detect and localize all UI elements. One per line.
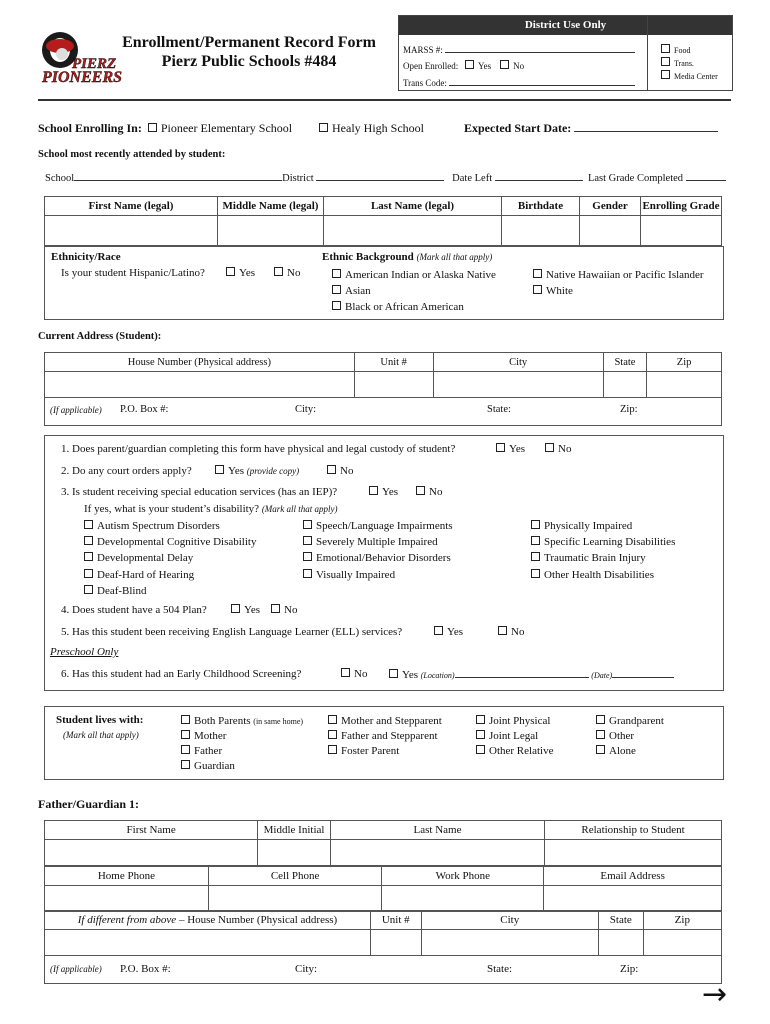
father-stepparent-option[interactable]: Father and Stepparent bbox=[328, 729, 442, 744]
ethnic-options-col1 bbox=[332, 267, 496, 315]
ethnic-options-col2 bbox=[533, 267, 704, 299]
form-title bbox=[118, 33, 380, 71]
open-enrolled-no-checkbox[interactable] bbox=[500, 60, 509, 69]
date-left-line[interactable] bbox=[495, 171, 583, 181]
first-name-header: First Name (legal) bbox=[45, 197, 218, 216]
other-health-option[interactable]: Other Health Disabilities bbox=[531, 567, 675, 583]
birthdate-header: Birthdate bbox=[502, 197, 580, 216]
hispanic-no-option: No bbox=[274, 267, 300, 279]
home-phone-header: Home Phone bbox=[45, 867, 209, 886]
lives-with-col1 bbox=[181, 714, 303, 774]
other-option[interactable]: Other bbox=[596, 729, 664, 744]
q4-yes-option[interactable]: Yes bbox=[231, 604, 260, 616]
work-phone-header: Work Phone bbox=[382, 867, 544, 886]
father-first-name-cell[interactable] bbox=[45, 840, 258, 866]
hispanic-question: Is your student Hispanic/Latino? bbox=[61, 267, 205, 279]
student-address-table bbox=[44, 352, 722, 426]
city-header: City bbox=[433, 353, 603, 372]
father-house-number-cell[interactable] bbox=[45, 930, 371, 956]
q2-yes-option[interactable]: Yes (provide copy) bbox=[215, 465, 299, 477]
state-header: State bbox=[603, 353, 646, 372]
lives-with-label: Student lives with: bbox=[56, 714, 144, 726]
district-checks bbox=[661, 44, 718, 83]
email-header: Email Address bbox=[544, 867, 722, 886]
next-page-arrow-icon: → bbox=[702, 977, 728, 1012]
question-5: 5. Has this student been receiving English Language Learner (ELL) services? bbox=[61, 626, 403, 638]
developmental-cognitive-option[interactable]: Developmental Cognitive Disability bbox=[84, 534, 256, 550]
home-phone-cell[interactable] bbox=[45, 886, 209, 912]
father-option[interactable]: Father bbox=[181, 744, 303, 759]
lives-with-col4 bbox=[596, 714, 664, 759]
gender-header: Gender bbox=[580, 197, 641, 216]
q1-no-option[interactable]: No bbox=[545, 443, 571, 455]
father-first-name-header: First Name bbox=[45, 821, 258, 840]
deaf-hard-of-hearing-option[interactable]: Deaf-Hard of Hearing bbox=[84, 567, 256, 583]
house-number-header: House Number (Physical address) bbox=[45, 353, 355, 372]
father-phone-table bbox=[44, 866, 722, 912]
hispanic-yes-checkbox[interactable] bbox=[226, 267, 235, 276]
q3-no-option[interactable]: No bbox=[416, 486, 442, 498]
physically-impaired-option[interactable]: Physically Impaired bbox=[531, 518, 675, 534]
title-line-1: Enrollment/Permanent Record Form bbox=[122, 34, 376, 51]
american-indian-option[interactable]: American Indian or Alaska Native bbox=[332, 267, 496, 283]
trans-checkbox[interactable]: Trans. bbox=[661, 57, 718, 70]
gender-cell[interactable] bbox=[580, 216, 641, 246]
question-3: 3. Is student receiving special education services (has an IEP)? bbox=[61, 486, 338, 498]
last-name-cell[interactable] bbox=[324, 216, 502, 246]
mother-option[interactable]: Mother bbox=[181, 729, 303, 744]
question-1: 1. Does parent/guardian completing this form have physical and legal custody of student? bbox=[61, 443, 456, 455]
mother-stepparent-option[interactable]: Mother and Stepparent bbox=[328, 714, 442, 729]
middle-name-header: Middle Name (legal) bbox=[218, 197, 324, 216]
district-line[interactable] bbox=[316, 171, 444, 181]
specific-learning-option[interactable]: Specific Learning Disabilities bbox=[531, 534, 675, 550]
trans-code-field[interactable]: Trans Code: bbox=[403, 76, 635, 88]
father-relationship-header: Relationship to Student bbox=[545, 821, 722, 840]
father-address-table bbox=[44, 910, 722, 984]
foster-parent-option[interactable]: Foster Parent bbox=[328, 744, 442, 759]
unit-cell[interactable] bbox=[354, 372, 433, 398]
q3-yes-option[interactable]: Yes bbox=[369, 486, 398, 498]
both-parents-option[interactable]: Both Parents (in same home) bbox=[181, 714, 303, 729]
lives-with-col2 bbox=[328, 714, 442, 759]
open-enrolled-field: Open Enrolled: Yes No bbox=[403, 61, 525, 71]
developmental-delay-option[interactable]: Developmental Delay bbox=[84, 550, 256, 566]
recent-school-label: School most recently attended by student: bbox=[38, 149, 226, 160]
house-number-cell[interactable] bbox=[45, 372, 355, 398]
question-6: 6. Has this student had an Early Childhood Screening? bbox=[61, 668, 302, 680]
healy-high-option: Healy High School bbox=[319, 121, 424, 136]
last-name-header: Last Name (legal) bbox=[324, 197, 502, 216]
father-po-box-row[interactable]: (If applicable) P.O. Box #: City: State: Zip: bbox=[45, 956, 722, 984]
state-cell[interactable] bbox=[603, 372, 646, 398]
svg-text:PIERZ: PIERZ bbox=[72, 56, 117, 72]
alone-option[interactable]: Alone bbox=[596, 744, 664, 759]
speech-language-option[interactable]: Speech/Language Impairments bbox=[303, 518, 453, 534]
q5-no-option[interactable]: No bbox=[498, 626, 524, 638]
severely-multiple-option[interactable]: Severely Multiple Impaired bbox=[303, 534, 453, 550]
q4-no-option[interactable]: No bbox=[271, 604, 297, 616]
father-middle-initial-header: Middle Initial bbox=[258, 821, 331, 840]
birthdate-cell[interactable] bbox=[502, 216, 580, 246]
emotional-behavior-option[interactable]: Emotional/Behavior Disorders bbox=[303, 550, 453, 566]
grandparent-option[interactable]: Grandparent bbox=[596, 714, 664, 729]
autism-option[interactable]: Autism Spectrum Disorders bbox=[84, 518, 256, 534]
food-checkbox[interactable]: Food bbox=[661, 44, 718, 57]
question-2: 2. Do any court orders apply? bbox=[61, 465, 192, 477]
svg-text:PIONEERS: PIONEERS bbox=[42, 69, 122, 84]
q5-yes-option[interactable]: Yes bbox=[434, 626, 463, 638]
father-relationship-cell[interactable] bbox=[545, 840, 722, 866]
asian-option[interactable]: Asian bbox=[332, 283, 496, 299]
father-unit-header: Unit # bbox=[370, 911, 421, 930]
student-name-table bbox=[44, 196, 722, 246]
start-date-field[interactable]: Expected Start Date: bbox=[464, 121, 718, 136]
native-hawaiian-option[interactable]: Native Hawaiian or Pacific Islander bbox=[533, 267, 704, 283]
guardian-option[interactable]: Guardian bbox=[181, 759, 303, 774]
recent-school-row: School District Date Left Last Grade Completed bbox=[45, 171, 726, 184]
father-middle-initial-cell[interactable] bbox=[258, 840, 331, 866]
disability-question: If yes, what is your student’s disability? (Mark all that apply) bbox=[84, 503, 338, 515]
marss-field[interactable]: MARSS #: bbox=[403, 43, 635, 55]
work-phone-cell[interactable] bbox=[382, 886, 544, 912]
father-guardian-label: Father/Guardian 1: bbox=[38, 797, 139, 811]
pioneer-mascot-icon bbox=[38, 28, 122, 84]
cell-phone-header: Cell Phone bbox=[208, 867, 382, 886]
joint-physical-option[interactable]: Joint Physical bbox=[476, 714, 553, 729]
disability-col2 bbox=[303, 518, 453, 583]
preschool-only-label: Preschool Only bbox=[50, 646, 119, 658]
current-address-label: Current Address (Student): bbox=[38, 331, 162, 342]
father-house-number-header: If different from above – House Number (Physical address) bbox=[45, 911, 371, 930]
q6-yes-option[interactable]: Yes (Location) (Date) bbox=[389, 668, 674, 681]
disability-col3 bbox=[531, 518, 675, 583]
joint-legal-option[interactable]: Joint Legal bbox=[476, 729, 553, 744]
zip-cell[interactable] bbox=[647, 372, 722, 398]
deaf-blind-option[interactable]: Deaf-Blind bbox=[84, 583, 256, 599]
ethnicity-title: Ethnicity/Race bbox=[51, 251, 121, 263]
district-use-box bbox=[398, 15, 733, 91]
zip-header: Zip bbox=[647, 353, 722, 372]
father-state-header: State bbox=[598, 911, 643, 930]
header-rule bbox=[38, 99, 731, 101]
father-last-name-cell[interactable] bbox=[330, 840, 544, 866]
ethnic-background-title: Ethnic Background (Mark all that apply) bbox=[322, 251, 493, 263]
father-city-cell[interactable] bbox=[421, 930, 598, 956]
healy-high-checkbox[interactable] bbox=[319, 123, 328, 132]
q1-yes-option[interactable]: Yes bbox=[496, 443, 525, 455]
city-cell[interactable] bbox=[433, 372, 603, 398]
father-zip-cell[interactable] bbox=[643, 930, 721, 956]
visually-impaired-option[interactable]: Visually Impaired bbox=[303, 567, 453, 583]
po-box-row[interactable]: (If applicable) P.O. Box #: City: State: Zip: bbox=[45, 398, 722, 426]
father-city-header: City bbox=[421, 911, 598, 930]
white-option[interactable]: White bbox=[533, 283, 704, 299]
enrolling-row: School Enrolling In: Pioneer Elementary School bbox=[38, 121, 293, 135]
disability-col1 bbox=[84, 518, 256, 599]
black-option[interactable]: Black or African American bbox=[332, 299, 496, 315]
school-line[interactable] bbox=[74, 171, 282, 181]
enrolling-grade-header: Enrolling Grade bbox=[641, 197, 722, 216]
cell-phone-cell[interactable] bbox=[208, 886, 382, 912]
logo bbox=[38, 28, 122, 84]
enrolling-grade-cell[interactable] bbox=[641, 216, 722, 246]
father-name-table bbox=[44, 820, 722, 866]
unit-header: Unit # bbox=[354, 353, 433, 372]
first-name-cell[interactable] bbox=[45, 216, 218, 246]
father-zip-header: Zip bbox=[643, 911, 721, 930]
lives-with-note: (Mark all that apply) bbox=[63, 730, 139, 740]
open-enrolled-yes-checkbox[interactable] bbox=[465, 60, 474, 69]
q6-no-option[interactable]: No bbox=[341, 668, 367, 680]
father-state-cell[interactable] bbox=[598, 930, 643, 956]
hispanic-yes-option: Yes bbox=[226, 267, 255, 279]
media-center-checkbox[interactable]: Media Center bbox=[661, 70, 718, 83]
email-cell[interactable] bbox=[544, 886, 722, 912]
title-line-2: Pierz Public Schools #484 bbox=[161, 53, 337, 70]
middle-name-cell[interactable] bbox=[218, 216, 324, 246]
hispanic-no-checkbox[interactable] bbox=[274, 267, 283, 276]
q2-no-option[interactable]: No bbox=[327, 465, 353, 477]
other-relative-option[interactable]: Other Relative bbox=[476, 744, 553, 759]
lives-with-col3 bbox=[476, 714, 553, 759]
father-unit-cell[interactable] bbox=[370, 930, 421, 956]
last-grade-line[interactable] bbox=[686, 171, 726, 181]
traumatic-brain-option[interactable]: Traumatic Brain Injury bbox=[531, 550, 675, 566]
district-use-title: District Use Only bbox=[399, 16, 732, 35]
father-last-name-header: Last Name bbox=[330, 821, 544, 840]
pioneer-elementary-checkbox[interactable] bbox=[148, 123, 157, 132]
question-4: 4. Does student have a 504 Plan? bbox=[61, 604, 207, 616]
